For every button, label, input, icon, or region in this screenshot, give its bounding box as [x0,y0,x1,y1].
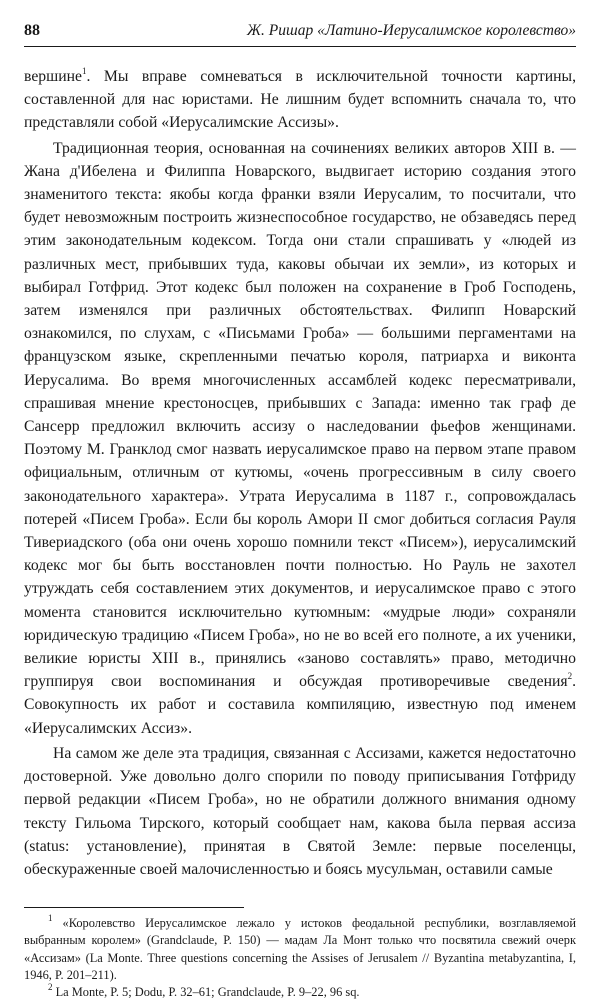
paragraph-1-text-b: . Мы вправе сомневаться в исключительной точности картины, составленной для нас юристами. Не лишним будет вспомнить сначала то, что представляли собой «Иерусалимские Ассизы». [24,68,576,132]
page-number: 88 [24,22,40,39]
running-title: Ж. Ришар «Латино-Иерусалимское королевство» [246,22,576,39]
paragraph-1-text-a: вершине [24,68,82,85]
footnote-2 [24,981,576,1001]
paragraph-2-text-b: . Совокупность их работ и составила компиляцию, известную под именем «Иерусалимских Ассиз». [24,673,576,737]
footnote-1-text: «Королевство Иерусалимское лежало у истоков феодальной республики, возглавляемой выбранным королем» (Grandclaude, P. 150) — мадам Ла Монт только что посвятила свежий очерк «Ассизам» (La Monte. Three questions concerning the Assises of Jerusalem // Byzantina metabyzantina, I, 1946, P. 201–211). [24,916,576,982]
page-header [24,14,576,40]
footnotes [24,912,576,1001]
footnote-2-text: La Monte, P. 5; Dodu, P. 32–61; Grandclaude, P. 9–22, 96 sq. [52,984,360,999]
paragraph-3: На самом же деле эта традиция, связанная с Ассизами, кажется недостаточно достоверной. Уже довольно долго спорили по поводу приписывания Готфриду первой редакции «Писем Гроба», но не обратили должного внимания одному тексту Гильома Тирского, который сообщает нам, какова была первая ассиза (status: установление), принятая в Святой Земле: первые поселенцы, обескураженные своей малочисленностью и боясь мусульман, оставили самые [24,744,576,878]
header-rule [24,46,576,47]
footnote-1 [24,912,576,984]
footnote-ref-2: 2 [567,671,573,682]
footnote-2-marker: 2 [48,981,53,992]
paragraph-2 [24,137,576,740]
paragraph-1 [24,65,576,135]
footnote-ref-1: 1 [81,65,87,76]
footnote-1-marker: 1 [48,912,53,923]
main-text [24,65,576,881]
paragraph-2-text-a: Традиционная теория, основанная на сочинениях великих авторов XIII в. — Жана д'Ибелена и Филиппа Новарского, выдвигает историю создания этого знаменитого текста: якобы когда франки взяли Иерусалим, то посчитали, что будет невозможным построить жизнеспособное государство, не обзаведясь перед этим законодательным кодексом. Тогда они стали спрашивать у «людей из различных мест, прибывших туда, каковы обычаи их земли», из которых и выбирал Готфрид. Этот кодекс был положен на сохранение в Гроб Господень, затем изменялся при различных обстоятельствах. Филипп Новарский ознакомился, по слухам, с «Письмами Гроба» — большими пергаментами на французском языке, скрепленными печатью короля, патриарха и виконта Иерусалима. Во время многочисленных ассамблей кодекс пересматривали, спрашивая мнение крестоносцев, прибывших с Запада: именно так граф де Сансерр предложил включить ассизу о наследовании фьефов женщинами. Поэтому М. Гранклод смог назвать иерусалимское право на первом этапе правом официальным, отличным от кутюмы, «очень прогрессивным в силу своего законодательного характера». Утрата Иерусалима в 1187 г., сопровождалась потерей «Писем Гроба». Если бы король Амори II смог добиться согласия Рауля Тивериадского (оба они очень хорошо помнили текст «Писем»), иерусалимский кодекс мог бы быть восстановлен почти полностью. Но Рауль не захотел утруждать себя составлением этих документов, и иерусалимское право с этого момента становится исключительно кутюмным: «мудрые люди» сохраняли юридическую традицию «Писем Гроба», но не во всей его полноте, а их ученики, великие юристы XIII в., принялись «заново составлять» право, методично группируя свои воспоминания и обсуждая противоречивые сведения [24,139,576,691]
